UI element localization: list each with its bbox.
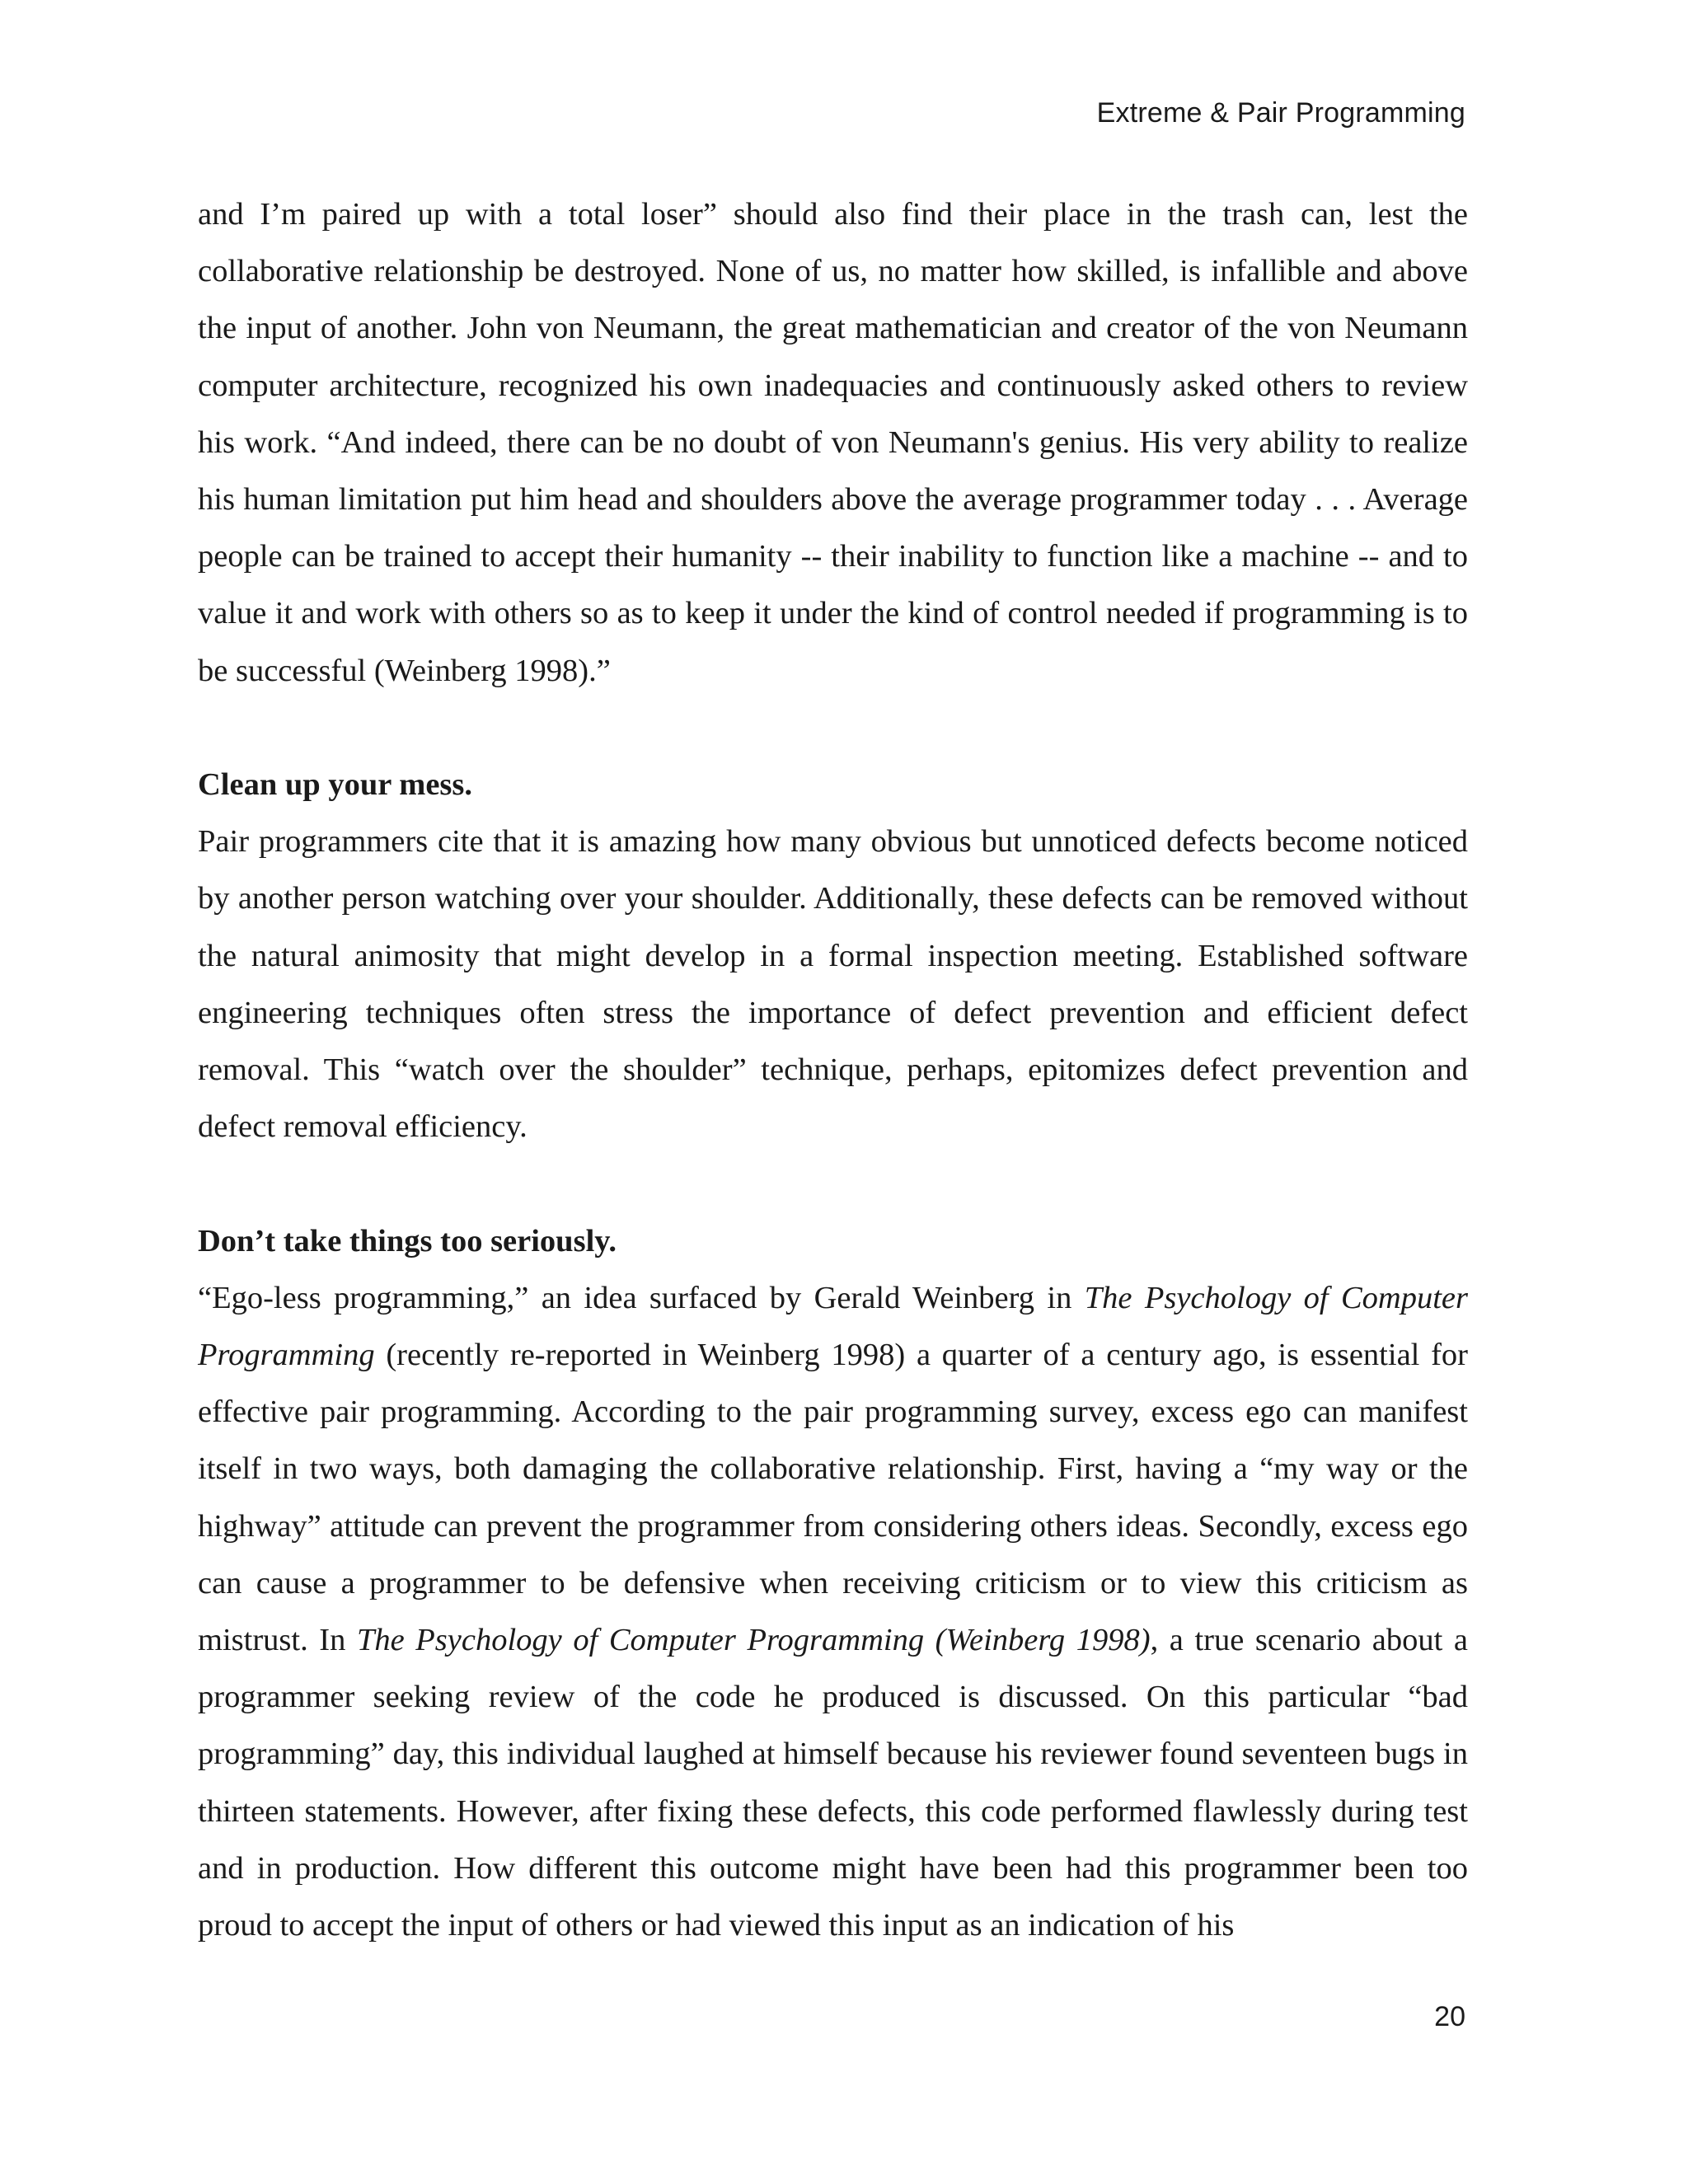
text-run: (recently re-reported in Weinberg 1998) a quarter of a century ago, is essential for effective pair programming. According to the pair programming survey, excess ego can manifest itself in two ways, both damaging the collaborative relationship. First, having a “my way or the highway” attitude can prevent the programmer from considering others ideas. Secondly, excess ego can cause a programmer to be defensive when receiving criticism or to view this criticism as mistrust. In xyxy=(198,1338,1468,1658)
running-header: Extreme & Pair Programming xyxy=(1096,97,1465,129)
paragraph-gap xyxy=(198,700,1468,757)
page-number: 20 xyxy=(1434,2001,1465,2032)
book-title-italic: The Psychology of Computer Programming xyxy=(198,1280,1468,1373)
section-heading-clean-up: Clean up your mess. xyxy=(198,767,473,803)
paragraph-von-neumann: and I’m paired up with a total loser” should also find their place in the trash can, lest the collaborative relationship be destroyed. None of us, no matter how skilled, is infallible and above the input of another. John von Neumann, the great mathematician and creator of the von Neumann computer architecture, recognized his own inadequacies and continuously asked others to review his work. “And indeed, there can be no doubt of von Neumann's genius. His very ability to realize his human limitation put him head and shoulders above the average programmer today . . . Average people can be trained to accept their humanity -- their inability to function like a machine -- and to value it and work with others so as to keep it under the kind of control needed if programming is to be successful (Weinberg 1998).” xyxy=(198,197,1468,688)
book-citation-italic: The Psychology of Computer Programming (Weinberg 1998) xyxy=(356,1623,1151,1658)
section-heading-dont-take-seriously: Don’t take things too seriously. xyxy=(198,1223,617,1258)
paragraph-gap xyxy=(198,1155,1468,1212)
paragraph-ego-less xyxy=(198,1270,1468,1954)
text-run: “Ego-less programming,” an idea surfaced by Gerald Weinberg in xyxy=(198,1280,1085,1315)
page-body xyxy=(198,186,1468,1954)
text-run: , a true scenario about a programmer seeking review of the code he produced is discussed. On this particular “bad programming” day, this individual laughed at himself because his reviewer found seventeen bugs in thirteen statements. However, after fixing these defects, this code performed flawlessly during test and in production. How different this outcome might have been had this programmer been too proud to accept the input of others or had viewed this input as an indication of his xyxy=(198,1623,1468,1943)
paragraph-clean-up: Pair programmers cite that it is amazing how many obvious but unnoticed defects become noticed by another person watching over your shoulder. Additionally, these defects can be removed without the natural animosity that might develop in a formal inspection meeting. Established software engineering techniques often stress the importance of defect prevention and efficient defect removal. This “watch over the shoulder” technique, perhaps, epitomizes defect prevention and defect removal efficiency. xyxy=(198,824,1468,1145)
